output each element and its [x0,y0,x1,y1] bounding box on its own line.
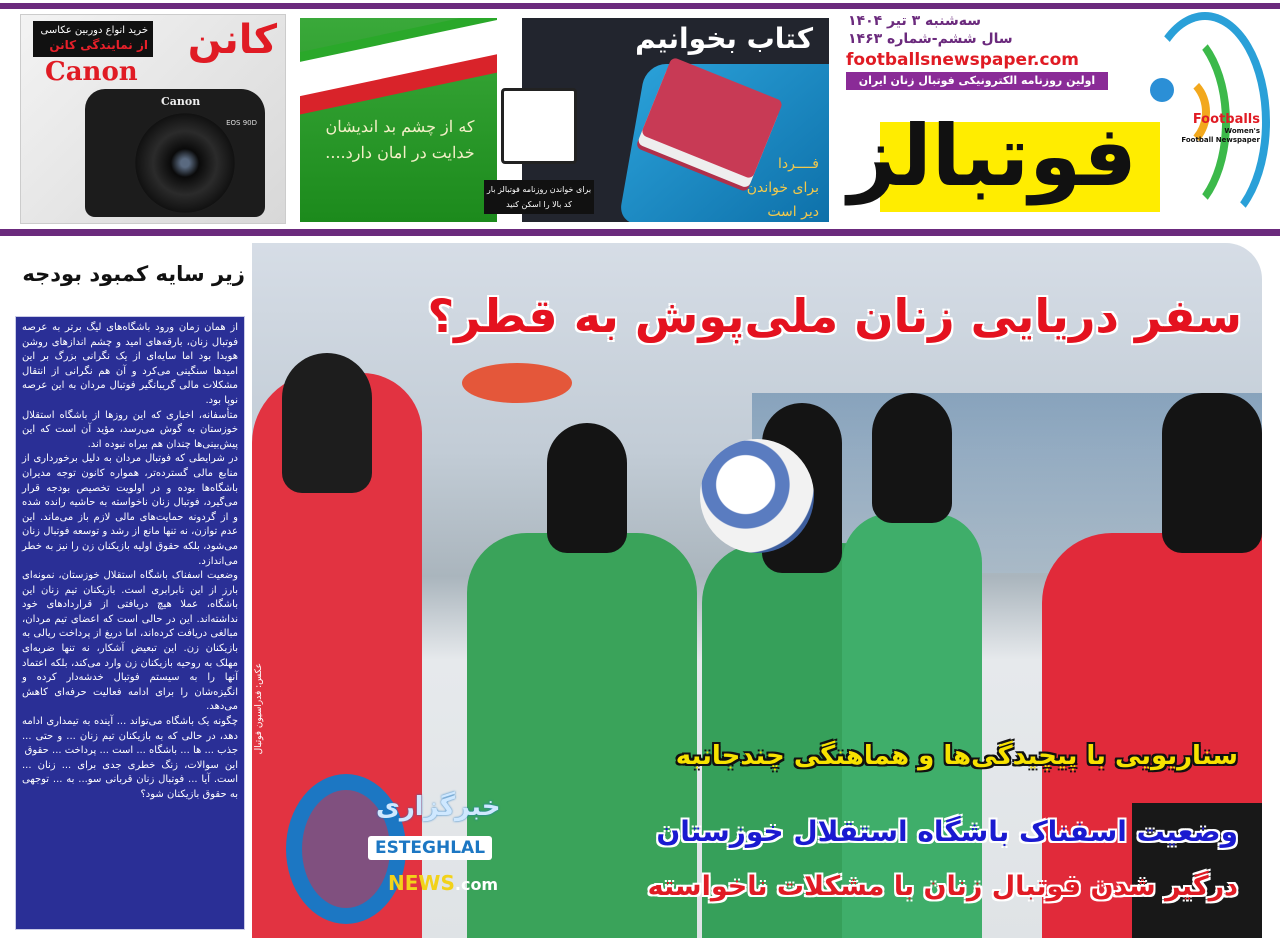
article-paragraph: وضعیت اسفناک باشگاه استقلال خوزستان، نمونه‌ای بارز از این نابرابری است. بازیکنان تیم زنان این باشگاه، عملا هیچ دریافتی از قراردادهای خود نداشته‌اند. این در حالی است که اعضای تیم مردان، مبالغی دریافت کرده‌اند، اما دریغ از پرداخت ریالی به بازیکنان زن. این تبعیض آشکار، نه تنها ضربه‌ای مهلک به روحیه بازیکنان زن وارد می‌کند، بلکه اعتماد آنها را به سیستم فوتبال خدشه‌دار کرده و انگیزه‌شان را برای ادامه فعالیت حرفه‌ای کاهش می‌دهد. [22,570,238,713]
flag-ad[interactable] [300,18,497,222]
photo-credit: عکس: فدراسیون فوتبال [254,663,264,755]
canon-ad[interactable] [20,14,286,224]
article-paragraph: متأسفانه، اخباری که این روزها از باشگاه استقلال خوزستان به گوش می‌رسد، مؤید آن است که این پیش‌بینی‌ها چندان هم بیراه نبوده اند. [22,409,238,450]
logo-en-sub2: Football Newspaper [1181,136,1260,144]
article-paragraph: این سوالات، زنگ خطری جدی برای ... زنان ... است. آیا ... فوتبال زنان قربانی سو... به ... توجهی به حقوق بازیکنان شود؟ [22,759,238,800]
watermark-fa: خبرگزاری [376,792,501,822]
issue-number: سال ششم-شماره ۱۴۶۳ [848,31,1013,47]
logo-en-title: Footballs [1192,112,1260,127]
sidebar-title: زیر سایه کمبود بودجه [22,262,245,286]
sidebar-article [15,316,245,930]
lens-image [135,113,235,213]
header-divider [0,229,1280,236]
logo-text: فوتبالز [848,107,1137,205]
canon-ad-line2: از نمایندگی کانن [49,38,148,52]
training-cone [462,363,572,403]
book-ad-line2: برای خواندن [746,180,819,196]
top-border [0,3,1280,9]
tagline: اولین روزنامه الکترونیکی فوتبال زنان ایران [846,72,1108,90]
watermark-com: .com [454,875,499,894]
canon-brand-en: Canon [45,57,138,87]
book-ad-title: کتاب بخوانیم [635,22,813,55]
qr-code[interactable] [501,88,577,164]
canon-ad-text [33,21,153,57]
book-ad-line3: دیر است [767,204,819,220]
issue-info [848,12,1013,48]
canon-brand-fa: کانن [187,17,277,63]
main-headline[interactable]: سفر دریایی زنان ملی‌پوش به قطر؟ [427,289,1242,343]
article-paragraph: از همان زمان ورود باشگاه‌های لیگ برتر به عرصه فوتبال زنان، بارقه‌های امید و چشم اندازهای روشن هویدا بود اما سایه‌ای از یک نگرانی بزرگ بر این امیدها سنگینی می‌کرد و آن هم نگرانی از انتقال مشکلات مالی گریبانگیر فوتبال مردان به این عرصه نوپا بود. [22,322,238,406]
camera-model: EOS 90D [226,119,257,127]
watermark-news-text: NEWS [388,871,455,895]
article-paragraph: چگونه یک باشگاه می‌تواند ... آینده به تیمداری ادامه دهد، در حالی که به بازیکنان تیم زنان ... و حتی ... جذب ... ها ... باشگاه ... است ... پرداخت ... حقوق [22,716,238,757]
book-ad-text [747,152,819,222]
subheadline-2: وضعیت اسفناک باشگاه استقلال خوزستان [656,815,1238,848]
watermark-news [388,870,498,898]
qr-caption: برای خواندن روزنامه فوتبالز بار کد بالا را اسکن کنید [484,180,594,214]
book-ad-line1: فــــردا [778,156,819,172]
flag-ad-text: که از چشم بد اندیشان خدایت در امان دارد.... [325,117,475,162]
logo-en-sub1: Women's [1224,127,1260,135]
esteghlal-news-watermark [272,770,501,930]
issue-date: سه‌شنبه ۳ تیر ۱۴۰۴ [848,13,981,29]
qr-block [484,88,594,218]
subheadline-1: سناریویی با پیچیدگی‌ها و هماهنگی چندجانبه [675,741,1238,771]
canon-ad-line1: خرید انواع دوربین عکاسی [40,25,148,36]
subheadline-3: درگیر شدن فوتبال زنان با مشکلات ناخواسته [647,871,1238,902]
football-image [700,439,814,553]
watermark-en: ESTEGHLAL [368,836,492,860]
logo-en [1170,112,1260,145]
logo-ball-icon [1150,78,1174,102]
article-paragraph: در شرایطی که فوتبال مردان به دلیل برخورداری از منابع مالی گسترده‌تر، همواره کانون توجه مدیران باشگاه‌ها بوده و در اولویت تخصیص بودجه قرار می‌گیرد، فوتبال زنان ناخواسته به حاشیه رانده شده و از گردونه حمایت‌های مالی لازم باز می‌ماند. این عدم توازن، نه تنها مانع از رشد و توسعه فوتبال زنان می‌شود، بلکه حقوق اولیه بازیکنان زن را نیز به خطر می‌اندازد. [22,453,238,567]
camera-brand: Canon [161,95,201,108]
masthead [840,12,1270,226]
camera-image [85,89,265,217]
website-link[interactable]: footballsnewspaper.com [846,50,1079,70]
